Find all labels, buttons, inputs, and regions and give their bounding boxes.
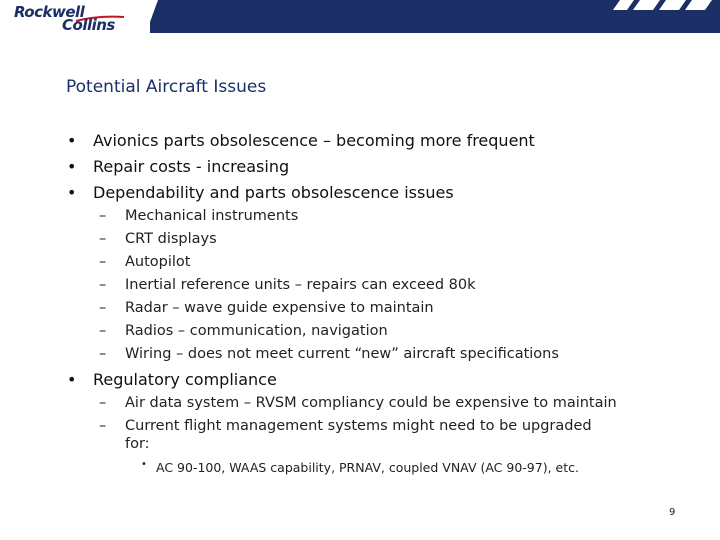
sub-bullet-text: Air data system – RVSM compliancy could be expensive to maintain <box>125 395 617 411</box>
bullet-text: Avionics parts obsolescence – becoming more frequent <box>93 131 535 150</box>
bullet-dot: • <box>67 183 77 202</box>
sub-bullet-dash: – <box>99 418 107 434</box>
sub-bullet-text: Current flight management systems might need to be upgraded <box>125 418 592 434</box>
sub-bullet-text: Wiring – does not meet current “new” aircraft specifications <box>125 346 559 362</box>
sub-bullet-text: Autopilot <box>125 254 191 270</box>
sub-bullet-dash: – <box>99 231 107 247</box>
rockwell-collins-logo <box>14 3 134 33</box>
sub-bullet-text: CRT displays <box>125 231 217 247</box>
page-number: 9 <box>669 507 676 518</box>
sub-bullet-text: Inertial reference units – repairs can exceed 80k <box>125 277 476 293</box>
sub-bullet-continuation: for: <box>125 436 150 452</box>
sub-bullet-text: Mechanical instruments <box>125 208 299 224</box>
bullet-dot: • <box>67 370 77 389</box>
bullet-dot: • <box>67 131 77 150</box>
sub-bullet-dash: – <box>99 208 107 224</box>
sub-bullet-dash: – <box>99 254 107 270</box>
logo-text-rockwell: Rockwell <box>14 3 85 21</box>
sub-bullet-dash: – <box>99 346 107 362</box>
sub-bullet-text: Radar – wave guide expensive to maintain <box>125 300 434 316</box>
slide-header <box>0 0 720 33</box>
sub-sub-bullet-text: AC 90-100, WAAS capability, PRNAV, coupled VNAV (AC 90-97), etc. <box>156 460 579 475</box>
sub-bullet-dash: – <box>99 277 107 293</box>
sub-bullet-dash: – <box>99 300 107 316</box>
bullet-dot: • <box>67 157 77 176</box>
bullet-text: Regulatory compliance <box>93 370 277 389</box>
sub-sub-bullet-dot: • <box>141 459 147 470</box>
sub-bullet-dash: – <box>99 395 107 411</box>
slide-title: Potential Aircraft Issues <box>66 77 267 97</box>
bullet-text: Dependability and parts obsolescence issues <box>93 183 454 202</box>
bullet-text: Repair costs - increasing <box>93 157 290 176</box>
sub-bullet-dash: – <box>99 323 107 339</box>
logo-text-collins: Collins <box>62 16 115 34</box>
sub-bullet-text: Radios – communication, navigation <box>125 323 388 339</box>
